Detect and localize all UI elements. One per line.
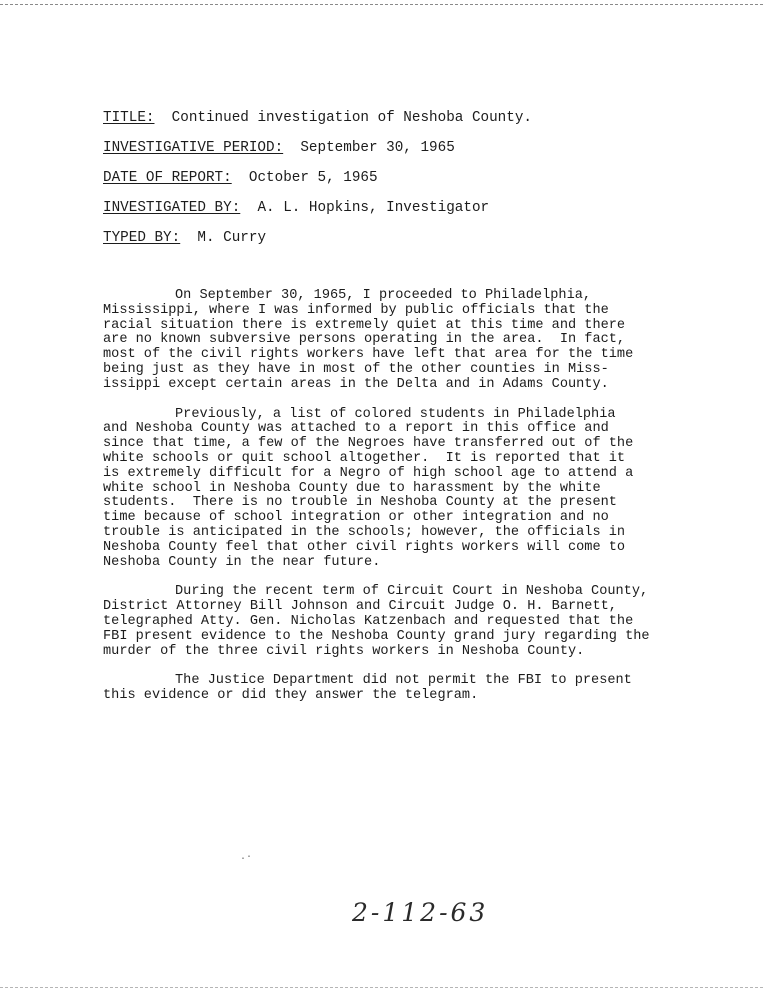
text-line: is extremely difficult for a Negro of high school age to attend a	[103, 465, 634, 481]
report-body	[103, 289, 723, 719]
field-value: A. L. Hopkins, Investigator	[257, 200, 490, 216]
text-line: During the recent term of Circuit Court in Neshoba County,	[175, 584, 649, 600]
date-of-report-field	[103, 169, 723, 199]
text-line: murder of the three civil rights workers in Neshoba County.	[103, 643, 585, 659]
text-line: this evidence or did they answer the telegram.	[103, 688, 479, 704]
text-line: Mississippi, where I was informed by public officials that the	[103, 302, 609, 318]
text-line: On September 30, 1965, I proceeded to Philadelphia,	[175, 288, 592, 303]
text-line: racial situation there is extremely quiet at this time and there	[103, 317, 626, 333]
text-line: Neshoba County in the near future.	[103, 554, 381, 570]
field-label: DATE OF REPORT:	[103, 170, 232, 186]
text-line: trouble is anticipated in the schools; however, the officials in	[103, 524, 626, 540]
scan-speck: .·	[240, 852, 253, 863]
text-line: white school in Neshoba County due to harassment by the white	[103, 480, 601, 496]
text-line: time because of school integration or other integration and no	[103, 510, 609, 526]
field-label: TYPED BY:	[103, 230, 181, 246]
text-line: The Justice Department did not permit the FBI to present	[175, 673, 632, 689]
text-line: students. There is no trouble in Neshoba County at the present	[103, 495, 617, 511]
text-line: most of the civil rights workers have left that area for the time	[103, 347, 634, 363]
text-line: and Neshoba County was attached to a report in this office and	[103, 421, 609, 437]
field-label: TITLE:	[103, 110, 155, 126]
text-line: Previously, a list of colored students in Philadelphia	[175, 406, 616, 422]
text-line: telegraphed Atty. Gen. Nicholas Katzenbach and requested that the	[103, 613, 634, 629]
field-label: INVESTIGATED BY:	[103, 200, 241, 216]
text-line: white schools or quit school altogether. It is reported that it	[103, 450, 626, 466]
field-label: INVESTIGATIVE PERIOD:	[103, 140, 284, 156]
field-value: October 5, 1965	[248, 170, 378, 186]
typed-by-field	[103, 229, 723, 259]
field-value: Continued investigation of Neshoba County.	[171, 110, 532, 126]
field-value: M. Curry	[197, 230, 267, 246]
handwritten-file-number: 2-112-63	[352, 898, 489, 927]
paragraph-3	[103, 585, 723, 659]
text-line: since that time, a few of the Negroes have transferred out of the	[103, 436, 634, 452]
text-line: issippi except certain areas in the Delta and in Adams County.	[103, 376, 609, 392]
paragraph-4	[103, 674, 723, 704]
text-line: District Attorney Bill Johnson and Circuit Judge O. H. Barnett,	[103, 599, 617, 615]
scan-top-edge	[0, 4, 763, 5]
investigated-by-field	[103, 199, 723, 229]
scan-bottom-edge	[0, 987, 763, 988]
paragraph-2	[103, 408, 723, 571]
title-field	[103, 109, 723, 139]
paragraph-1	[103, 289, 723, 393]
field-value: September 30, 1965	[300, 140, 455, 156]
text-line: being just as they have in most of the other counties in Miss-	[103, 361, 609, 377]
investigative-period-field	[103, 139, 723, 169]
text-line: Neshoba County feel that other civil rights workers will come to	[103, 539, 626, 555]
text-line: are no known subversive persons operating in the area. In fact,	[103, 332, 626, 348]
text-line: FBI present evidence to the Neshoba County grand jury regarding the	[103, 628, 650, 644]
report-header	[103, 109, 723, 259]
